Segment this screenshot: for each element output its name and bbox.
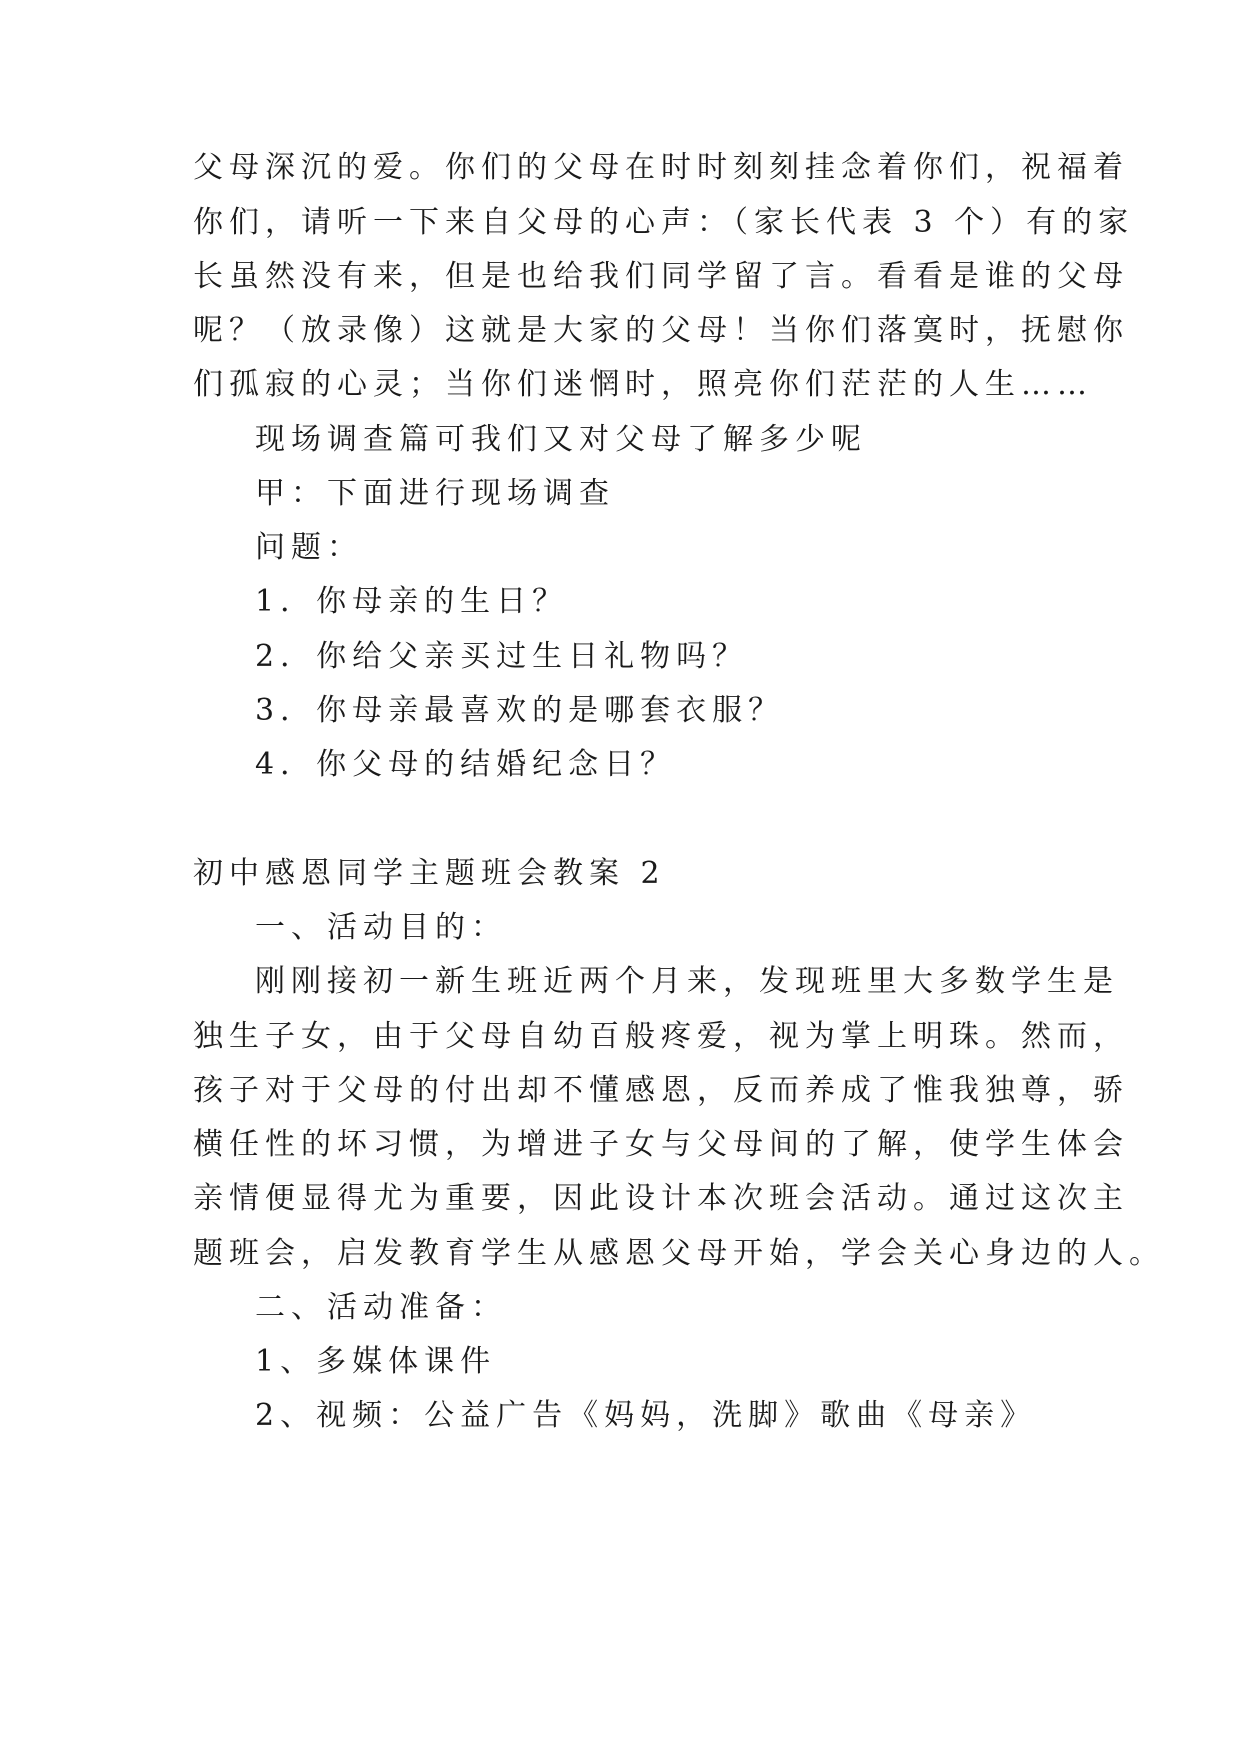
list-item: 1．你母亲的生日？ xyxy=(255,584,569,619)
paragraph-line: 甲：下面进行现场调查 xyxy=(255,476,615,511)
paragraph-line: 独生子女，由于父母自幼百般疼爱，视为掌上明珠。然而， xyxy=(193,1019,1129,1054)
paragraph-line: 亲情便显得尤为重要，因此设计本次班会活动。通过这次主 xyxy=(193,1181,1129,1216)
paragraph-line: 问题： xyxy=(255,530,363,565)
document-title: 初中感恩同学主题班会教案 2 xyxy=(193,856,666,891)
paragraph-line: 孩子对于父母的付出却不懂感恩，反而养成了惟我独尊，骄 xyxy=(193,1073,1129,1108)
list-item: 3．你母亲最喜欢的是哪套衣服？ xyxy=(255,693,785,728)
paragraph-line: 长虽然没有来，但是也给我们同学留了言。看看是谁的父母 xyxy=(193,259,1129,294)
list-item: 2．你给父亲买过生日礼物吗？ xyxy=(255,639,749,674)
section-heading: 二、活动准备： xyxy=(255,1290,507,1325)
list-item: 4．你父母的结婚纪念日？ xyxy=(255,747,677,782)
paragraph-line: 呢？（放录像）这就是大家的父母！当你们落寞时，抚慰你 xyxy=(193,313,1129,348)
section-heading: 一、活动目的： xyxy=(255,910,507,945)
section-heading: 现场调查篇可我们又对父母了解多少呢 xyxy=(255,422,867,457)
list-item: 2、视频：公益广告《妈妈，洗脚》歌曲《母亲》 xyxy=(255,1398,1037,1433)
paragraph-line: 们孤寂的心灵；当你们迷惘时，照亮你们茫茫的人生…… xyxy=(193,367,1093,402)
paragraph-line: 刚刚接初一新生班近两个月来，发现班里大多数学生是 xyxy=(255,964,1119,999)
paragraph-line: 你们，请听一下来自父母的心声：（家长代表 3 个）有的家 xyxy=(193,205,1135,240)
paragraph-line: 题班会，启发教育学生从感恩父母开始，学会关心身边的人。 xyxy=(193,1236,1165,1271)
paragraph-line: 父母深沉的爱。你们的父母在时时刻刻挂念着你们，祝福着 xyxy=(193,150,1129,185)
list-item: 1、多媒体课件 xyxy=(255,1344,497,1379)
paragraph-line: 横任性的坏习惯，为增进子女与父母间的了解，使学生体会 xyxy=(193,1127,1129,1162)
